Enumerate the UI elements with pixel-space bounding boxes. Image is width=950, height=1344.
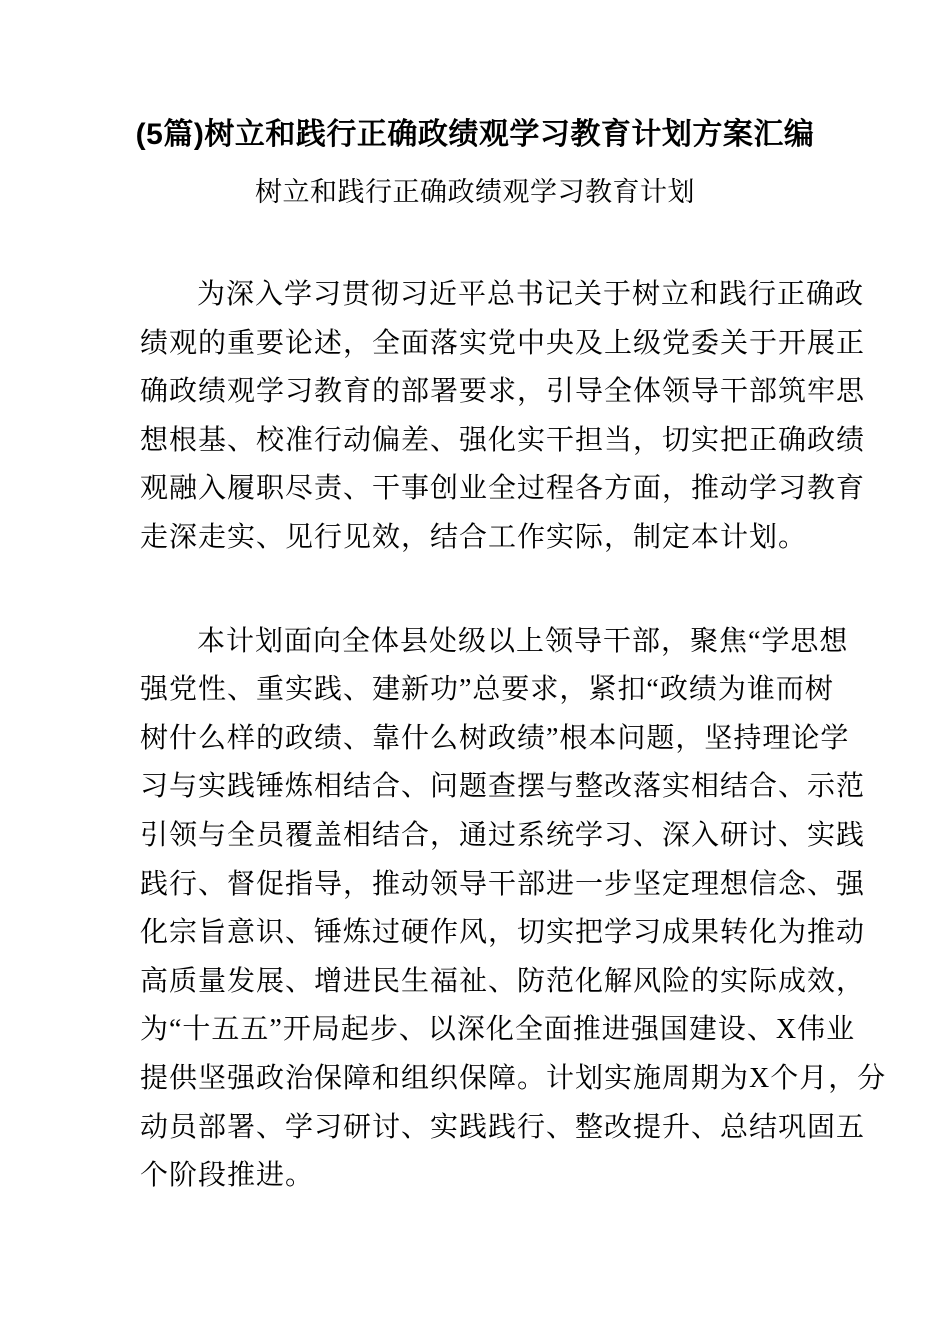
text-line: 观融入履职尽责、干事创业全过程各方面，推动学习教育 bbox=[140, 473, 866, 505]
text-line: 本计划面向全体县处级以上领导干部，聚焦“学思想 bbox=[197, 625, 849, 657]
text-line: 为深入学习贯彻习近平总书记关于树立和践行正确政 bbox=[197, 279, 865, 310]
document-title: (5篇)树立和践行正确政绩观学习教育计划方案汇编 bbox=[135, 118, 815, 151]
text-line: 确政绩观学习教育的部署要求，引导全体领导干部筑牢思 bbox=[140, 376, 866, 408]
document-subtitle: 树立和践行正确政绩观学习教育计划 bbox=[255, 177, 695, 207]
text-line: 想根基、校准行动偏差、强化实干担当，切实把正确政绩 bbox=[140, 424, 866, 456]
paragraph-1 bbox=[140, 271, 870, 563]
text-line: 走深走实、见行见效，结合工作实际，制定本计划。 bbox=[140, 521, 808, 553]
text-line: 强党性、重实践、建新功”总要求，紧扣“政绩为谁而树 bbox=[140, 674, 834, 706]
text-line: 践行、督促指导，推动领导干部进一步坚定理想信念、强 bbox=[140, 868, 866, 900]
text-line: 习与实践锤炼相结合、问题查摆与整改落实相结合、示范 bbox=[140, 771, 866, 803]
text-line: 绩观的重要论述，全面落实党中央及上级党委关于开展正 bbox=[140, 327, 866, 359]
text-line: 高质量发展、增进民生福祉、防范化解风险的实际成效， bbox=[140, 965, 866, 997]
text-line: 动员部署、学习研讨、实践践行、整改提升、总结巩固五 bbox=[140, 1111, 866, 1143]
text-line: 引领与全员覆盖相结合，通过系统学习、深入研讨、实践 bbox=[140, 819, 866, 851]
text-line: 树什么样的政绩、靠什么树政绩”根本问题，坚持理论学 bbox=[140, 722, 850, 754]
text-line: 为“十五五”开局起步、以深化全面推进强国建设、X伟业 bbox=[140, 1014, 856, 1046]
document-body bbox=[140, 271, 887, 1201]
text-line: 提供坚强政治保障和组织保障。计划实施周期为X个月，分 bbox=[140, 1062, 887, 1094]
text-line: 化宗旨意识、锤炼过硬作风，切实把学习成果转化为推动 bbox=[140, 917, 866, 949]
paragraph-2 bbox=[140, 618, 887, 1201]
text-line: 个阶段推进。 bbox=[140, 1160, 315, 1192]
